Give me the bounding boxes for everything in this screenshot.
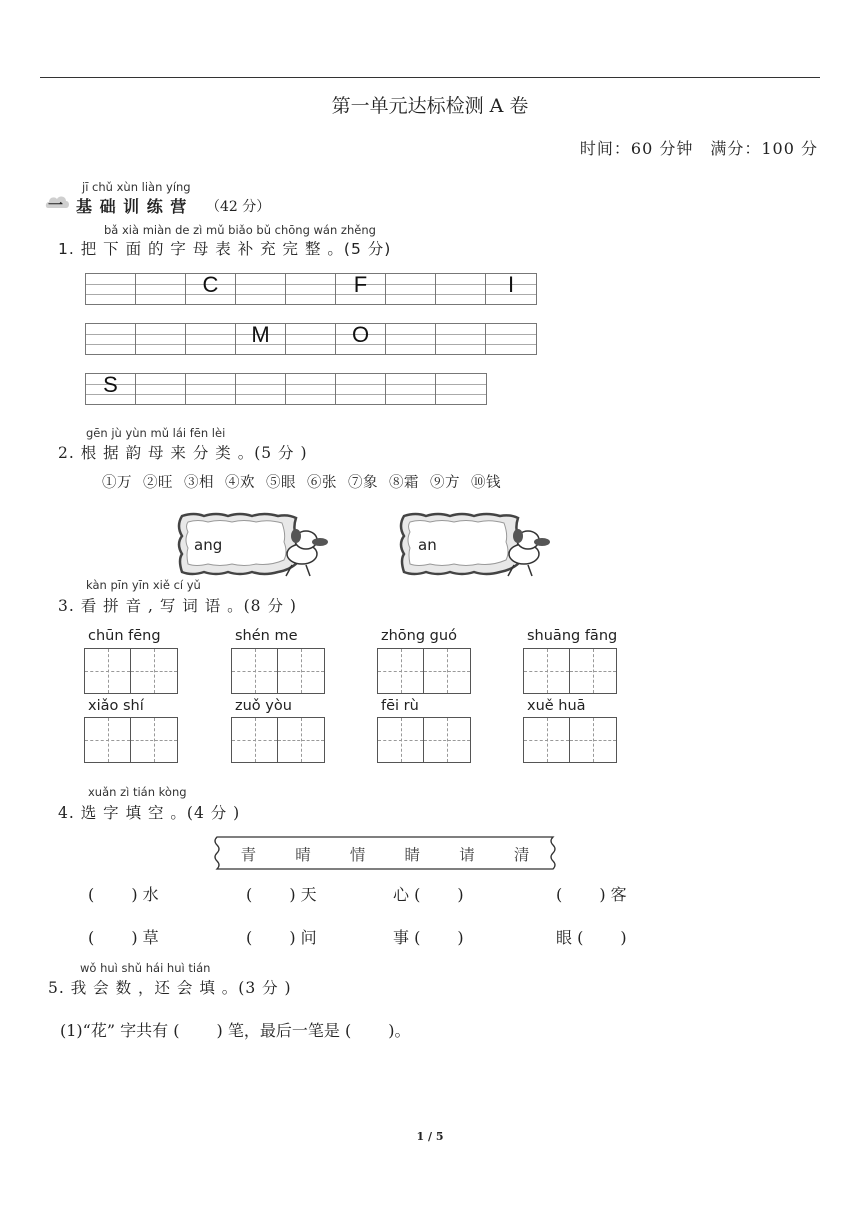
section-title [76,194,187,217]
writing-cell[interactable] [424,649,470,693]
alphabet-cell[interactable] [336,324,386,354]
section-title-visible: 基 础 训 练 营 [76,197,188,216]
alphabet-cell[interactable] [436,324,486,354]
word-pinyin: xiǎo shí [88,698,144,714]
q1-pinyin: bǎ xià miàn de zì mǔ biǎo bǔ chōng wán zhěng [104,223,376,237]
option-item: ⑩钱 [471,475,501,491]
tian-zi-ge [231,717,325,763]
option-item: ⑤眼 [266,475,296,491]
top-rule [40,77,820,78]
fill-blank-item[interactable]: 眼 ( ) [556,928,627,947]
word-pinyin: fēi rù [381,698,419,714]
alphabet-cell[interactable] [386,374,436,404]
alphabet-letter: C [202,272,219,297]
tian-zi-ge [84,648,178,694]
page-title: 第一单元达标检测 A 卷 [331,95,529,117]
q5-text: 5. 我 会 数 ，还 会 填 。(3 分 ) [48,979,292,997]
fill-blank-item[interactable]: ( ) 问 [246,928,317,947]
cloud-ang-label: ang [194,536,223,554]
alphabet-cell[interactable] [436,374,486,404]
fill-blank-item[interactable]: ( ) 客 [556,885,627,904]
writing-cell[interactable] [278,649,324,693]
writing-cell[interactable] [570,718,616,762]
alphabet-cell[interactable] [236,374,286,404]
alphabet-row [85,373,487,405]
tian-zi-ge [84,717,178,763]
alphabet-row [85,323,537,355]
q5-sub1: (1)“花” 字共有 ( ) 笔，最后一笔是 ( )。 [60,1021,411,1040]
choice-char: 晴 [295,846,311,864]
option-item: ⑥张 [307,475,337,491]
option-item: ①万 [102,475,132,491]
alphabet-cell[interactable] [336,274,386,304]
cloud-an-label: an [418,536,437,554]
alphabet-cell[interactable] [386,274,436,304]
option-item: ⑦象 [348,475,378,491]
q2-options [102,471,512,492]
choice-char: 情 [349,846,366,864]
writing-cell[interactable] [424,718,470,762]
writing-cell[interactable] [131,718,177,762]
tian-zi-ge [523,648,617,694]
writing-cell[interactable] [131,649,177,693]
tian-zi-ge [377,648,471,694]
writing-cell[interactable] [524,718,570,762]
alphabet-cell[interactable] [86,274,136,304]
q3-pinyin: kàn pīn yīn xiě cí yǔ [86,578,201,592]
alphabet-cell[interactable] [336,374,386,404]
q5-pinyin: wǒ huì shǔ hái huì tián [80,961,211,975]
fill-blank-item[interactable]: ( ) 水 [88,885,159,904]
fill-blank-item[interactable]: 事 ( ) [393,928,464,947]
alphabet-cell[interactable] [136,274,186,304]
alphabet-letter: O [351,322,370,347]
alphabet-cell[interactable] [186,374,236,404]
option-item: ⑧霜 [389,475,419,491]
alphabet-cell[interactable] [436,274,486,304]
tian-zi-ge [523,717,617,763]
writing-cell[interactable] [85,718,131,762]
fill-blank-item[interactable]: ( ) 草 [88,928,159,947]
writing-cell[interactable] [232,718,278,762]
option-item: ③相 [184,475,214,491]
word-pinyin: zuǒ yòu [235,698,292,714]
writing-cell[interactable] [378,649,424,693]
word-pinyin: xuě huā [527,698,586,714]
alphabet-cell[interactable] [386,324,436,354]
writing-cell[interactable] [524,649,570,693]
alphabet-cell[interactable] [286,274,336,304]
section-pinyin: jī chǔ xùn liàn yíng [82,180,191,194]
choice-char: 青 [240,846,257,864]
word-pinyin: shén me [235,628,298,644]
q4-choice-list [211,843,559,865]
q4-text: 4. 选 字 填 空 。(4 分 ) [58,804,241,822]
alphabet-letter: F [353,272,368,297]
section-number: 一 [48,196,64,214]
q2-pinyin: gēn jù yùn mǔ lái fēn lèi [86,426,226,440]
word-pinyin: zhōng guó [381,628,457,644]
alphabet-cell[interactable] [186,274,236,304]
choice-char: 清 [513,846,530,864]
alphabet-letter: S [103,372,118,397]
alphabet-cell[interactable] [236,274,286,304]
exam-meta: 时间：60 分钟 满分：100 分 [579,139,818,158]
q4-choice-box [211,835,559,871]
alphabet-row [85,273,537,305]
alphabet-cell[interactable] [136,374,186,404]
alphabet-cell[interactable] [486,274,536,304]
option-item: ②旺 [143,475,173,491]
tian-zi-ge [377,717,471,763]
section-score: （42 分） [206,199,271,215]
word-pinyin: shuāng fāng [527,628,618,644]
tian-zi-ge [231,648,325,694]
q3-text: 3. 看 拼 音 , 写 词 语 。(8 分 ) [58,597,297,615]
alphabet-cell[interactable] [186,324,236,354]
writing-cell[interactable] [378,718,424,762]
fill-blank-item[interactable]: 心 ( ) [393,885,464,904]
alphabet-cell[interactable] [86,374,136,404]
q1-text: 1. 把 下 面 的 字 母 表 补 充 完 整 。(5 分) [58,240,392,258]
alphabet-letter: M [251,322,270,347]
fill-blank-item[interactable]: ( ) 天 [246,885,317,904]
option-item: ④欢 [225,475,255,491]
page-number: 1 / 5 [416,1130,444,1143]
q4-pinyin: xuǎn zì tián kòng [88,785,187,799]
choice-char: 请 [459,846,475,864]
alphabet-letter: I [507,272,515,297]
writing-cell[interactable] [232,649,278,693]
alphabet-cell[interactable] [86,324,136,354]
q2-text: 2. 根 据 韵 母 来 分 类 。(5 分 ) [58,444,308,462]
alphabet-cell[interactable] [136,324,186,354]
alphabet-cell[interactable] [286,324,336,354]
alphabet-cell[interactable] [486,324,536,354]
word-pinyin: chūn fēng [88,628,161,644]
alphabet-cell[interactable] [286,374,336,404]
option-item: ⑨方 [430,475,460,491]
writing-cell[interactable] [278,718,324,762]
choice-char: 睛 [404,846,421,864]
alphabet-cell[interactable] [236,324,286,354]
writing-cell[interactable] [570,649,616,693]
writing-cell[interactable] [85,649,131,693]
